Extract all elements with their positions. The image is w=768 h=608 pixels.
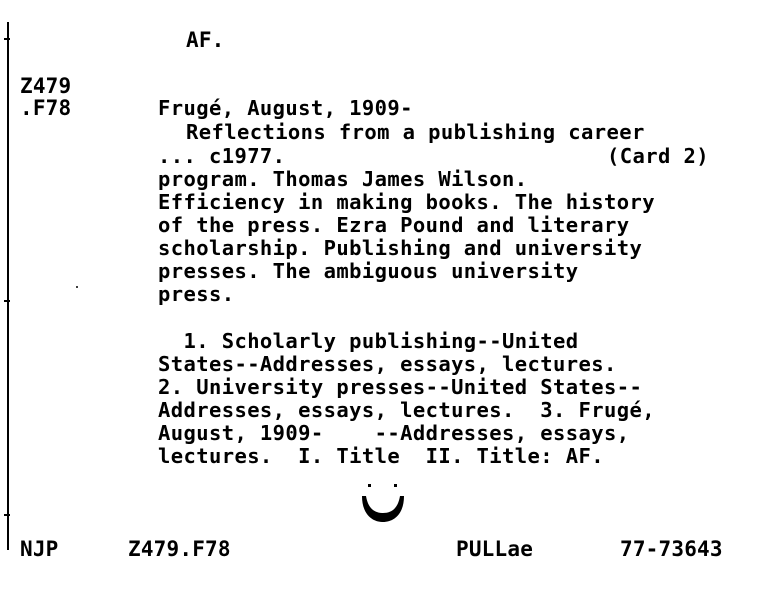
call-number-cutter: .F78: [20, 96, 72, 120]
footer-library-code: NJP: [20, 537, 59, 561]
tracing-line: Addresses, essays, lectures. 3. Frugé,: [158, 398, 655, 422]
contents-line: program. Thomas James Wilson.: [158, 167, 528, 191]
tracing-line: 1. Scholarly publishing--United: [158, 329, 579, 353]
contents-line: of the press. Ezra Pound and literary: [158, 213, 630, 237]
contents-line: scholarship. Publishing and university: [158, 236, 643, 260]
speck: [76, 286, 78, 288]
footer-catalog-code: PULLae: [456, 537, 534, 561]
tracing-line: August, 1909- --Addresses, essays,: [158, 421, 630, 445]
card-edge-tick: [4, 38, 10, 40]
footer-lccn: 77-73643: [620, 537, 723, 561]
title-line: Reflections from a publishing career: [186, 120, 645, 144]
date-line: ... c1977.: [158, 144, 286, 168]
author-heading: Frugé, August, 1909-: [158, 96, 413, 120]
call-number-class: Z479: [20, 74, 72, 98]
contents-line: press.: [158, 282, 235, 306]
card-edge-tick: [4, 514, 10, 516]
card-number: (Card 2): [607, 144, 709, 168]
card-edge-line: [7, 22, 9, 550]
tracing-line: States--Addresses, essays, lectures.: [158, 352, 617, 376]
tracing-line: lectures. I. Title II. Title: AF.: [158, 444, 604, 468]
contents-line: presses. The ambiguous university: [158, 259, 579, 283]
card-edge-tick: [4, 300, 10, 302]
footer-call-number: Z479.F78: [128, 537, 231, 561]
contents-line: Efficiency in making books. The history: [158, 190, 655, 214]
tracing-line: 2. University presses--United States--: [158, 375, 643, 399]
punch-hole-mark: [358, 482, 408, 526]
top-title: AF.: [186, 28, 225, 52]
